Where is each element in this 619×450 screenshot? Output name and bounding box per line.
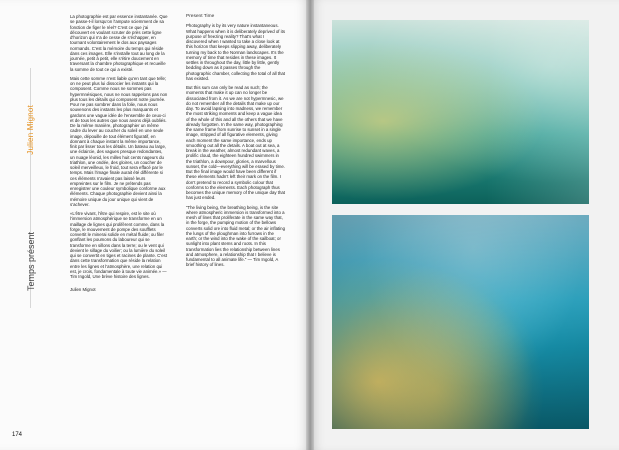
english-heading: Present Time [186,14,215,19]
vertical-tab [18,0,36,450]
photograph-bottom [332,215,589,429]
french-paragraph-2: Mais cette somme n’est liable qu’en tant que telle; on ne peut plus lui dissocier les instants qui la composent. Comme nous ne sommes pas hypermnésiques, nous ne nous rappelons pas non plus tous les détails qui composent notre journée. Pour ne pas sombrer dans la folie, nous nous souvenons des instants les plus marquants et gardons une vague idée de l’ensemble de ceux-ci et de tous les autres que nous avons déjà oubliés. De la même manière, photographier un même cadre du lever au coucher du soleil en une seule image, dépouille de tout élément figuratif, en donnant à chaque instant la même importance, finit par lisser tous les détails. Un bateau au large, une éclaircie, des vagues presque redondantes, un nuage léonid, les milles huit cents nageurs du triathlon, une ondée, des gloires, un coucher de soleil merveilleux, le froid, tout sera effacé par le temps. Mais l’image finale aurait été différente si ces éléments n’avaient pas laissé leurs empreintes sur le film. Je ne prétends pas enregistrer une couleur symbolique conforme aux éléments. Chaque photographie devient ainsi la mémoire unique du jour unique qui vient de s’achever. [70,75,168,207]
english-text-column [186,14,286,272]
english-paragraph-2: But this sum can only be read as such; the moments that make it up can no longer be dissociated from it. As we are not hypermnesic, we do not remember all the details that make up our day. To avoid lapsing into madness, we remember the most striking moments and keep a vague idea of the whole of this and all the others that we have already forgotten. In the same way, photographing the same frame from sunrise to sunset in a single image, stripped of all figurative elements, giving each moment the same importance, ends up smoothing out all the details. A boat out at sea, a break in the weather, almost redundant waves, a prolific cloud, the eighteen hundred swimmers in the triathlon, a downpour, glories, a marvellous sunset, the cold—everything will be erased by time. But the final image would have been different if these elements hadn’t left their mark on the film. I don’t pretend to record a symbolic colour that conforms to the elements. Each photograph thus becomes the unique memory of the unique day that has just ended. [186,85,286,201]
french-paragraph-1: La photographie est par essence instantanée. Que se passe-t-il lorsqu’on l’ampute sciemment de sa fonction de figer le réel? C’est ce que j’ai découvert en voulant scruter de près cette ligne d’horizon qui n’a de cesse de s’échapper, en tournant volontairement le dos aux paysages normands. C’est la mémoire du temps qui réside dans ces images. Elle s’installe tout au long de la journée, petit à petit, elle s’étire doucement en traversant la chambre photographique et recueille la somme de tout ce qui a existé. [70,14,168,72]
french-text-column [70,14,168,297]
english-paragraph-3: “The living being, the breathing being, is the site where atmospheric immersion is transformed into a mesh of lines that proliferate in the same way that, in the forge, the pumping motion of the bellows converts solid ore into fluid metal; or the air inflating the lungs of the ploughman into furrows in the earth; or the wind into the wake of the sailboat; or sunlight into plant stems and roots. In this transformation lies the relationship between lines and atmosphere, a relationship that I believe is fundamental to all animate life.” — Tim Ingold, A brief history of lines. [186,204,285,268]
french-paragraph-3: «L’être vivant, l’être qui respire, est le site où l’immersion atmosphérique se transforme en un maillage de lignes qui prolifèrent comme, dans la forge, le mouvement de pompe des soufflets convertit le minerai solide en métal fluide; ou filer gonflant les poumons du laboureur qui se transforme en sillons dans la terre; ou le vent qui devient le sillage du voilier; ou la lumière du soleil qui se convertit en tiges et racines de plante. C’est dans cette transformation que réside la relation entre les lignes et l’atmosphère, une relation qui est, je crois, fondamentale à toute vie animée.» — Tim Ingold, Une brève histoire des lignes. [70,211,168,279]
book-spine [306,0,314,450]
author-name-vertical: Julien Mignot [26,105,35,155]
page-number: 174 [12,432,23,438]
photograph-top [332,20,589,204]
section-title-vertical: Temps présent [26,232,36,292]
english-paragraph-1: Photography is by its very nature instantaneous. What happens when it is deliberately deprived of its purpose of freezing reality? That’s what I discovered when I wanted to take a close look at this horizon that keeps slipping away, deliberately turning my back to the Norman landscapes. It’s the memory of time that resides in these images. It settles in throughout the day, little by little, gently bedding down as it passes through the photographic chamber, collecting the total of all that has existed. [186,23,286,81]
french-signature: Julien Mignot [70,287,96,293]
